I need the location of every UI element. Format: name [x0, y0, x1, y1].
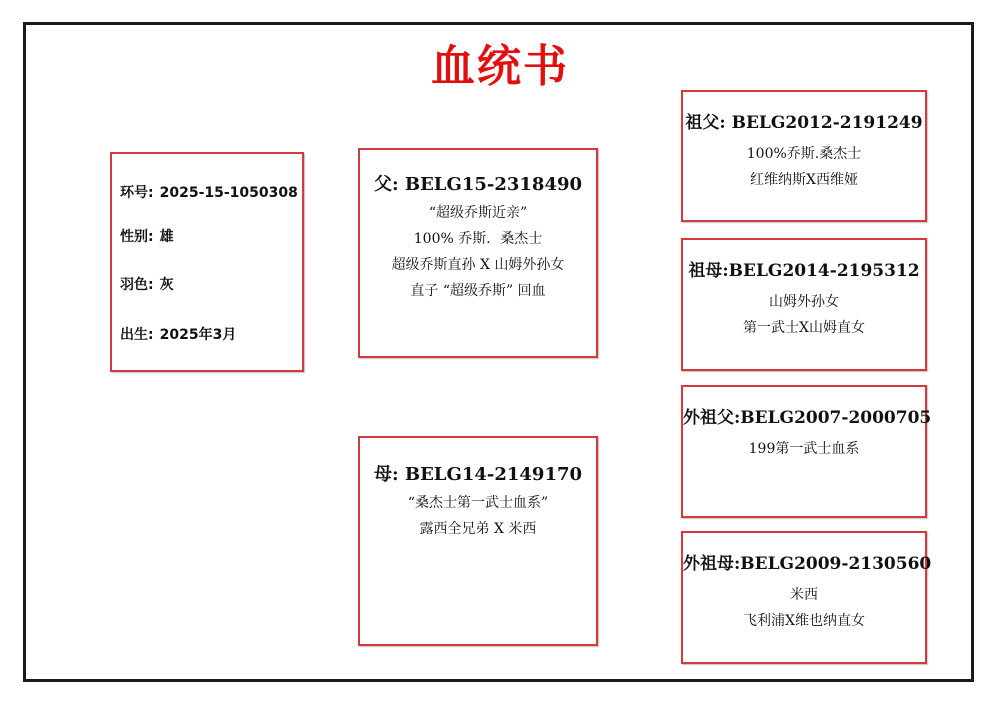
mother-box — [358, 436, 598, 646]
ring-label: 环号: — [120, 185, 154, 201]
ring-value: 2025-15-1050308 — [159, 185, 298, 201]
paternal-grandfather-box — [681, 90, 927, 222]
father-line: 超级乔斯直孙 X 山姆外孙女 — [391, 257, 565, 273]
sex-value: 雄 — [159, 229, 174, 245]
sex-label: 性别: — [120, 229, 154, 245]
maternal-grandfather-box — [681, 385, 932, 518]
maternal-grandmother-heading: 外祖母:BELG2009-2130560 — [683, 554, 932, 574]
born-row — [120, 324, 236, 344]
maternal-grandmother-box — [681, 531, 932, 664]
born-label: 出生: — [120, 327, 154, 343]
mother-heading: 母: BELG14-2149170 — [373, 464, 583, 485]
ring-row — [120, 182, 298, 202]
born-value: 2025年3月 — [159, 327, 237, 343]
bird-info-box — [110, 152, 304, 372]
mother-line: “桑杰士第一武士血系” — [407, 495, 549, 511]
father-line: 直子 “超级乔斯” 回血 — [410, 283, 546, 299]
paternal-grandfather-line: 红维纳斯X西维娅 — [750, 172, 858, 188]
paternal-grandmother-heading: 祖母:BELG2014-2195312 — [688, 261, 920, 281]
paternal-grandmother-line: 第一武士X山姆直女 — [743, 320, 865, 336]
maternal-grandmother-line: 飞利浦X维也纳直女 — [743, 613, 865, 629]
paternal-grandfather-line: 100%乔斯.桑杰士 — [746, 146, 862, 162]
sex-row — [120, 226, 174, 246]
father-line: “超级乔斯近亲” — [428, 205, 528, 221]
maternal-grandmother-line: 米西 — [790, 587, 818, 603]
maternal-grandfather-heading: 外祖父:BELG2007-2000705 — [683, 408, 932, 428]
color-row — [120, 274, 174, 294]
paternal-grandmother-box — [681, 238, 927, 371]
page-title: 血统书 — [431, 41, 569, 92]
color-label: 羽色: — [120, 277, 154, 293]
paternal-grandmother-line: 山姆外孙女 — [769, 294, 839, 310]
color-value: 灰 — [159, 277, 174, 293]
father-heading: 父: BELG15-2318490 — [373, 174, 583, 195]
father-box — [358, 148, 598, 358]
paternal-grandfather-heading: 祖父: BELG2012-2191249 — [685, 113, 923, 133]
father-line: 100% 乔斯．桑杰士 — [413, 231, 543, 247]
mother-line: 露西全兄弟 X 米西 — [419, 521, 537, 537]
maternal-grandfather-line: 199第一武士血系 — [748, 441, 860, 457]
